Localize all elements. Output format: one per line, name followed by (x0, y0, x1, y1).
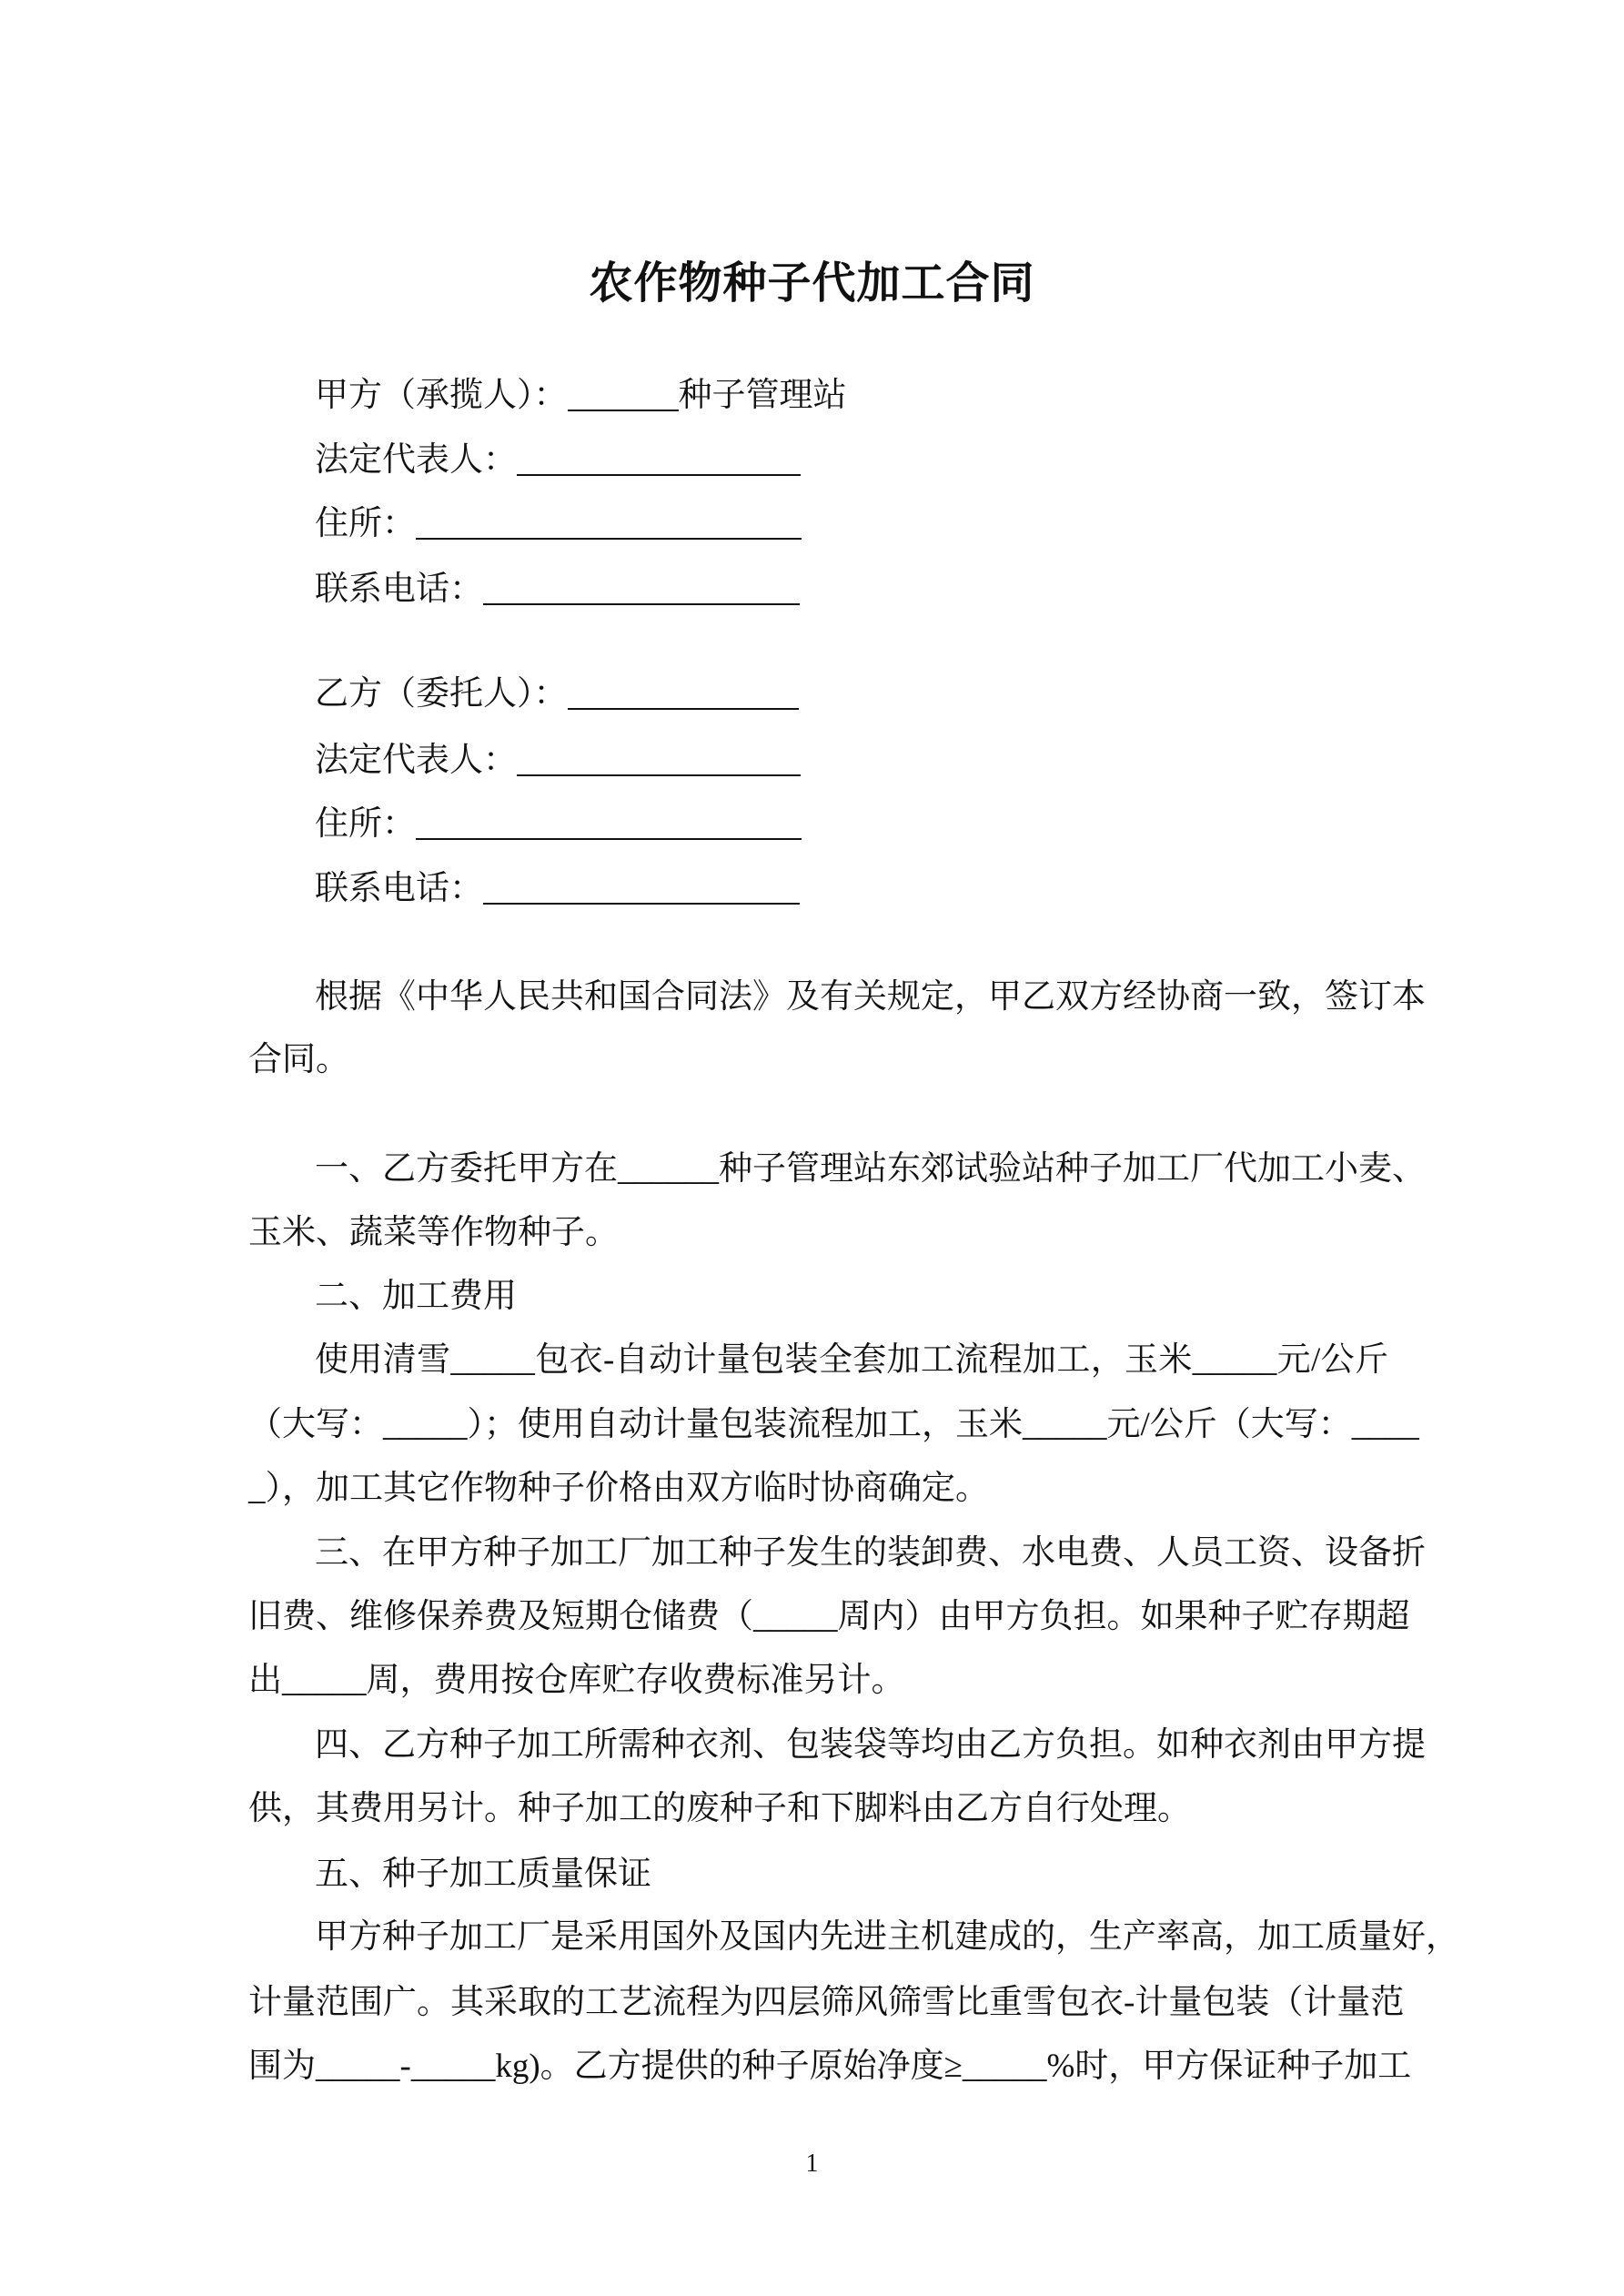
party-b-rep-line (315, 735, 801, 786)
page-number: 1 (805, 2149, 819, 2178)
party-a-name-suffix: 种子管理站 (678, 377, 847, 414)
party-b-rep-blank (517, 738, 801, 776)
body-text-line: 围为_____-_____kg)。乙方提供的种子原始净度≥_____%时，甲方保证种子加工 (248, 2048, 1412, 2085)
party-b-address-blank (416, 802, 802, 840)
body-text-line: 计量范围广。其采取的工艺流程为四层筛风筛雪比重雪包衣-计量包装（计量范 (248, 1984, 1405, 2021)
body-text-line: 合同。 (248, 1041, 349, 1078)
party-b-name-blank (568, 672, 799, 710)
body-text-line: 根据《中华人民共和国合同法》及有关规定，甲乙双方经协商一致，签订本 (315, 978, 1426, 1016)
body-text-line: 使用清雪_____包衣-自动计量包装全套加工流程加工，玉米_____元/公斤 (315, 1341, 1388, 1379)
party-b-name-label: 乙方（委托人）： (315, 675, 568, 713)
party-b-phone-line (315, 864, 800, 915)
body-text-line: 玉米、蔬菜等作物种子。 (248, 1214, 619, 1251)
party-a-address-line (315, 499, 802, 550)
party-a-rep-blank (517, 438, 801, 476)
party-a-name-blank (568, 373, 679, 411)
party-b-rep-label: 法定代表人： (315, 742, 517, 779)
party-b-name-line (315, 669, 799, 720)
party-a-rep-line (315, 435, 801, 486)
party-a-rep-label: 法定代表人： (315, 441, 517, 479)
party-b-phone-label: 联系电话： (315, 870, 483, 907)
body-text-line: （大写：_____）；使用自动计量包装流程加工，玉米_____元/公斤（大写：____ (248, 1406, 1419, 1443)
party-b-phone-blank (483, 866, 800, 905)
body-text-line: 旧费、维修保养费及短期仓储费（_____周内）由甲方负担。如果种子贮存期超 (248, 1598, 1410, 1635)
party-b-address-label: 住所： (315, 805, 416, 843)
party-a-phone-blank (483, 567, 800, 605)
body-text-line: 二、加工费用 (315, 1278, 517, 1315)
body-text-line: 供，其费用另计。种子加工的废种子和下脚料由乙方自行处理。 (248, 1790, 1191, 1827)
document-title: 农作物种子代加工合同 (589, 259, 1035, 308)
party-a-address-label: 住所： (315, 505, 416, 542)
party-a-phone-label: 联系电话： (315, 571, 483, 608)
body-text-line: 四、乙方种子加工所需种衣剂、包装袋等均由乙方负担。如种衣剂由甲方提 (315, 1726, 1426, 1764)
party-a-name-label: 甲方（承揽人）： (315, 377, 568, 414)
party-a-name-line (315, 370, 847, 421)
body-text-line: 甲方种子加工厂是采用国外及国内先进主机建成的，生产率高，加工质量好， (315, 1918, 1459, 1956)
body-text-line: 一、乙方委托甲方在______种子管理站东郊试验站种子加工厂代加工小麦、 (315, 1150, 1426, 1188)
body-text-line: 出_____周，费用按仓库贮存收费标准另计。 (248, 1662, 905, 1699)
body-text-line: 三、在甲方种子加工厂加工种子发生的装卸费、水电费、人员工资、设备折 (315, 1534, 1426, 1572)
party-a-phone-line (315, 564, 800, 615)
party-b-address-line (315, 799, 802, 850)
party-a-address-blank (416, 501, 802, 540)
body-text-line: _），加工其它作物种子价格由双方临时协商确定。 (248, 1470, 989, 1507)
body-text-line: 五、种子加工质量保证 (315, 1856, 651, 1893)
